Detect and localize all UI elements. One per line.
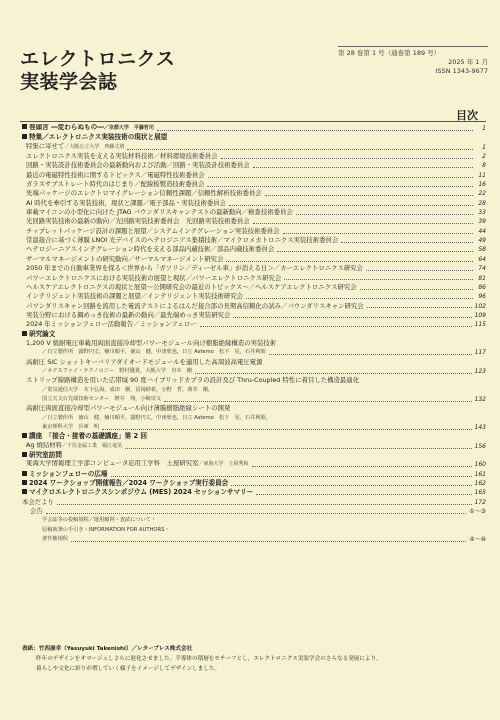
news-section[interactable] (22, 498, 486, 507)
toc-title: 2024 年ミッションフェロー活動報告／ミッションフェロー (26, 320, 197, 329)
issn: ISSN 1343-9677 (435, 67, 488, 75)
header-divider (20, 121, 486, 122)
page-number: 11 (478, 171, 486, 179)
page-number: 132 (474, 395, 486, 403)
toc-entry[interactable] (22, 460, 486, 469)
announcement-item[interactable] (22, 516, 486, 525)
announcement-item[interactable] (22, 526, 486, 535)
toc-entry[interactable] (22, 161, 486, 170)
cover-description-line2: 暮らしや文化に彩りが増していく様子をイメージしてデザインしました。 (36, 666, 221, 672)
page-number: 161 (474, 470, 486, 478)
toc-entry[interactable] (22, 217, 486, 226)
leader-dots (252, 466, 472, 467)
toc-title: ／ネクスファイ・テクノロジー 野村優貴，大阪大学 舟木 剛 (42, 367, 192, 374)
toc-title: 特集に寄せて (26, 142, 65, 150)
section-bullet-icon (22, 433, 27, 438)
leader-dots (341, 242, 473, 243)
toc-authors (22, 423, 486, 432)
journal-title-line2: 実装学会誌 (20, 71, 118, 93)
page-number: 39 (478, 218, 486, 226)
section-bullet-icon (22, 134, 27, 139)
toc-entry[interactable] (22, 442, 486, 451)
toc-entry[interactable] (22, 339, 486, 348)
leader-dots (226, 261, 473, 262)
announcement-section[interactable] (22, 507, 486, 516)
toc-section[interactable] (22, 479, 486, 488)
announcement-item-label: 著作権規程 (42, 536, 68, 543)
page-number: ④～⑩ (469, 536, 486, 544)
toc-authors (22, 386, 486, 395)
page-number: 96 (478, 293, 486, 301)
page-number: 81 (478, 274, 486, 282)
toc-entry[interactable] (22, 358, 486, 367)
page-number: 64 (478, 255, 486, 263)
toc-title: ／電気通信大学 木下弘海，成田 剛，冨岡紗希，小野 哲，酒井 剛， (42, 386, 214, 393)
leader-dots (127, 149, 473, 150)
toc-title: 最近の電磁特性技術に関するトピックス／電磁特性技術委員会 (26, 170, 205, 179)
page-number: 165 (474, 489, 486, 497)
cover-description-line1: 昨年のデザインをオマージュしさらに進化させました。半導体の積層をモチーフとし，エレクトロニクス実装学会のさらなる発展により， (36, 656, 382, 662)
toc-title: 車載マイコンの小型化に向けた JTAG バウンダリスキャンテストの最新動向／検査技術委員会 (26, 208, 293, 217)
page-number: 172 (474, 498, 486, 506)
page-number: 16 (478, 181, 486, 189)
toc-author: ／千住金属工業 堀江竜気 (62, 442, 123, 449)
cover-heading: 表紙：竹西康幸（Yasuyuki Takenishi）／レタープレス株式会社 (22, 646, 193, 652)
leader-dots (366, 270, 473, 271)
toc-entry[interactable] (22, 152, 486, 161)
toc-entry[interactable] (22, 320, 486, 329)
page-number: ①～③ (469, 508, 486, 516)
leader-dots (265, 195, 473, 196)
page-number: 8 (482, 162, 486, 170)
leader-dots (125, 448, 472, 449)
issue-info (338, 46, 488, 76)
section-bullet-icon (22, 452, 27, 457)
leader-dots (283, 233, 473, 234)
toc-entry[interactable] (22, 189, 486, 198)
toc-section[interactable] (22, 470, 486, 479)
page-number: 22 (478, 190, 486, 198)
toc-title: 東京理科大学 兵庫 明 (42, 424, 100, 430)
toc-title: 巻頭言 ―変わらぬもの― (29, 124, 104, 131)
page-number: 28 (478, 199, 486, 207)
page-number: 74 (478, 265, 486, 273)
journal-title (20, 48, 175, 94)
toc-title: 常温接合に基づく薄膜 LNOI 光デバイスのヘテロジニアス集積技術／マイクロメカトロニクス実装技術委員会 (26, 236, 339, 245)
page-number: 2 (482, 153, 486, 161)
toc-title: 1,200 V 級耐電圧車載用両面直接冷却型パワーモジュール向け樹脂絶縁構造の実装技術 (26, 338, 277, 347)
leader-dots (284, 279, 473, 280)
toc-label: 目次 (456, 109, 478, 122)
toc-section[interactable] (22, 488, 486, 497)
leader-dots (208, 177, 473, 178)
leader-dots (253, 223, 473, 224)
toc-title: サーマルマネージメントの研究動向／サーマルマネージメント研究会 (26, 254, 224, 263)
volume-number: 第 28 巻第 1 号（通巻第 189 号） (338, 46, 488, 58)
toc-title: パワンダリスキャン回路を流用した電流テストによるはんだ接合部の長期高信頼化の試み／バウンダリスキャン研究会 (26, 301, 364, 310)
toc-section[interactable] (22, 432, 486, 441)
section-bullet-icon (22, 489, 27, 494)
leader-dots (256, 494, 471, 495)
toc-entry[interactable] (22, 143, 486, 152)
toc-authors (22, 348, 486, 357)
page-number: 109 (474, 311, 486, 319)
toc-title: 先端パッケージのエレクトロマイグレーション信頼性課題／信頼性解析技術委員会 (26, 189, 262, 198)
toc-title: 2050 年までの自動車業界を探る＜世界から「ガソリン／ディーゼル車」が消える日＞／カーエレクトロニクス研究会 (26, 264, 363, 273)
section-bullet-icon (22, 124, 27, 129)
page-number: 102 (474, 302, 486, 310)
section-bullet-icon (22, 331, 27, 336)
section-bullet-icon (22, 471, 27, 476)
leader-dots (46, 513, 466, 514)
toc-title: 国立天文台先端技術センター 増井 翔，小嶋崇文 (42, 395, 162, 402)
toc-entry[interactable] (22, 302, 486, 311)
announcement-item-label: 学会誌等の投稿規程／運用細則・査読について・ (42, 517, 157, 524)
leader-dots (277, 251, 473, 252)
announcement-item[interactable] (22, 535, 486, 544)
leader-dots (57, 504, 472, 505)
leader-dots (207, 186, 473, 187)
issue-date: 2025 年 1 月 (448, 58, 488, 66)
section-bullet-icon (22, 480, 27, 485)
journal-title-line1: エレクトロニクス (20, 48, 176, 70)
toc-entry[interactable] (22, 311, 486, 320)
toc-section[interactable] (22, 124, 486, 133)
leader-dots (164, 401, 471, 402)
toc-section[interactable] (22, 451, 486, 460)
toc-title: パワーエレクトロニクスにおける実装技術の展望と現状／パワーエレクトロニクス研究会 (26, 273, 282, 282)
toc-list (22, 124, 486, 544)
page-number: 156 (474, 442, 486, 450)
page-number: 33 (478, 209, 486, 217)
toc-entry[interactable] (22, 264, 486, 273)
toc-title: マイクロエレクトロニクスシンポジウム (MES) 2024 セッションサマリー (29, 488, 254, 497)
toc-entry[interactable] (22, 227, 486, 236)
toc-title: ストリップ線路構造を用いた広帯域 90 度ハイブリッドカプラの設計及び Thru-Coupled 特性に着目した構造最適化 (26, 376, 360, 385)
toc-entry[interactable] (22, 292, 486, 301)
page-number: 1 (482, 125, 486, 132)
announcement-section-label: 会告 (30, 507, 43, 516)
toc-title: 2024 ワークショップ開催報告／2024 ワークショップ実行委員会 (29, 479, 229, 488)
toc-title: Ag 焼結材料 (26, 441, 63, 449)
toc-entry[interactable] (22, 274, 486, 283)
toc-entry[interactable] (22, 180, 486, 189)
leader-dots (360, 289, 473, 290)
page-number: 58 (478, 246, 486, 254)
toc-authors (22, 395, 486, 404)
announcement-item-label: 原稿執筆の手引き・INFORMATION FOR AUTHORS・ (42, 526, 170, 533)
toc-entry[interactable] (22, 208, 486, 217)
leader-dots (233, 317, 471, 318)
page-number: 123 (474, 367, 486, 375)
leader-dots (157, 130, 473, 131)
toc-entry[interactable] (22, 376, 486, 385)
toc-title: 研究論文 (29, 329, 56, 338)
toc-title: チップレットパッケージ設計の課題と展望／システムインテグレーション実装技術委員会 (26, 226, 280, 235)
leader-dots (367, 307, 472, 308)
page-number: 115 (474, 321, 486, 329)
toc-title: インテリジェント実装技術の課題と展望／インテリジェント実装技術研究会 (26, 292, 244, 301)
toc-title: ／日立製作所 徳山 健，楠川順平，露野円丈，中津欣也，日立 Astemo 松下 晃，石井利昭， (42, 414, 271, 421)
toc-authors (22, 414, 486, 423)
cover-credit (22, 644, 484, 674)
page-number: 49 (478, 237, 486, 245)
toc-title: 東海大学情報理工学部コンピュータ応用工学科 土屋研究室 (26, 460, 199, 468)
toc-title: 高耐圧 SiC ショットキーバリアダイオードモジュールを適用した高周波高電圧電源 (26, 357, 263, 366)
leader-dots (102, 429, 471, 430)
toc-title: 光回路実装技術の最新の動向／光回路実装技術委員会 光回路実装技術委員会 (26, 217, 250, 226)
leader-dots (296, 214, 473, 215)
toc-entry[interactable] (22, 255, 486, 264)
leader-dots (231, 485, 471, 486)
toc-author: ／京都大学 平藤哲司 (103, 125, 154, 131)
leader-dots (229, 205, 473, 206)
page-number: 44 (478, 227, 486, 235)
page-number: 143 (474, 424, 486, 431)
toc-section[interactable] (22, 133, 486, 142)
page-number: 162 (474, 480, 486, 488)
page-number: 117 (474, 349, 486, 357)
leader-dots (200, 326, 472, 327)
toc-title: 実装分野における鋼めっき技術の最新の動向／最先端めっき実装研究会 (26, 310, 231, 319)
toc-section[interactable] (22, 330, 486, 339)
toc-title: 講座 「接合・接着の基礎講座」第 2 回 (29, 432, 147, 441)
leader-dots (221, 158, 473, 159)
news-section-label: 本会だより (22, 497, 54, 506)
toc-author: ／大阪公立大学 齊藤丈靖 (64, 143, 125, 150)
toc-title: ／日立製作所 露野円丈，楠川順平，徳山 健，中津欣也，日立 Astemo 松下 晃，石井利昭 (42, 349, 266, 356)
page-number: 86 (478, 283, 486, 291)
toc-title: 回路・実装設計技術委員会の最新動向および活動／回路・実装設計技術委員会 (26, 161, 250, 170)
toc-title: ミッションフェローの広場 (29, 469, 108, 478)
leader-dots (246, 298, 473, 299)
leader-dots (111, 476, 472, 477)
leader-dots (195, 373, 472, 374)
toc-entry[interactable] (22, 404, 486, 413)
toc-author: ／東海大学 土屋秀和 (198, 461, 249, 468)
toc-title: ヘルスケアエレクトロニクスの現状と展望～公開研究会の最近のトピックス～／ヘルスケアエレクトロニクス研究会 (26, 282, 357, 291)
leader-dots (269, 354, 472, 355)
toc-entry[interactable] (22, 245, 486, 254)
toc-entry[interactable] (22, 283, 486, 292)
toc-title: AI 時代を牽引する実装技術，現状と課題／電子部品・実装技術委員会 (26, 198, 227, 207)
toc-entry[interactable] (22, 171, 486, 180)
toc-title: 特集／エレクトロニクス実装技術の現状と展望 (29, 133, 168, 142)
leader-dots (71, 541, 466, 542)
leader-dots (253, 167, 473, 168)
toc-title: エレクトロニクス実装を支える実装材料技術／材料環境技術委員会 (26, 152, 218, 161)
page-number: 1 (482, 143, 486, 151)
toc-title: ヘテロジーニアスインテグレーション時代を支える部品内蔵技術／部品内蔵技術委員会 (26, 245, 275, 254)
toc-authors (22, 367, 486, 376)
toc-title: ガラスサブストレート時代のはじまり／配線板製造技術委員会 (26, 180, 205, 189)
page-number: 160 (474, 461, 486, 469)
toc-title: 高耐圧両面直接冷却型パワーモジュール向け薄膜樹脂絶縁シートの開発 (26, 404, 231, 413)
toc-entry[interactable] (22, 199, 486, 208)
toc-entry[interactable] (22, 236, 486, 245)
toc-title: 研究室訪問 (29, 451, 62, 460)
